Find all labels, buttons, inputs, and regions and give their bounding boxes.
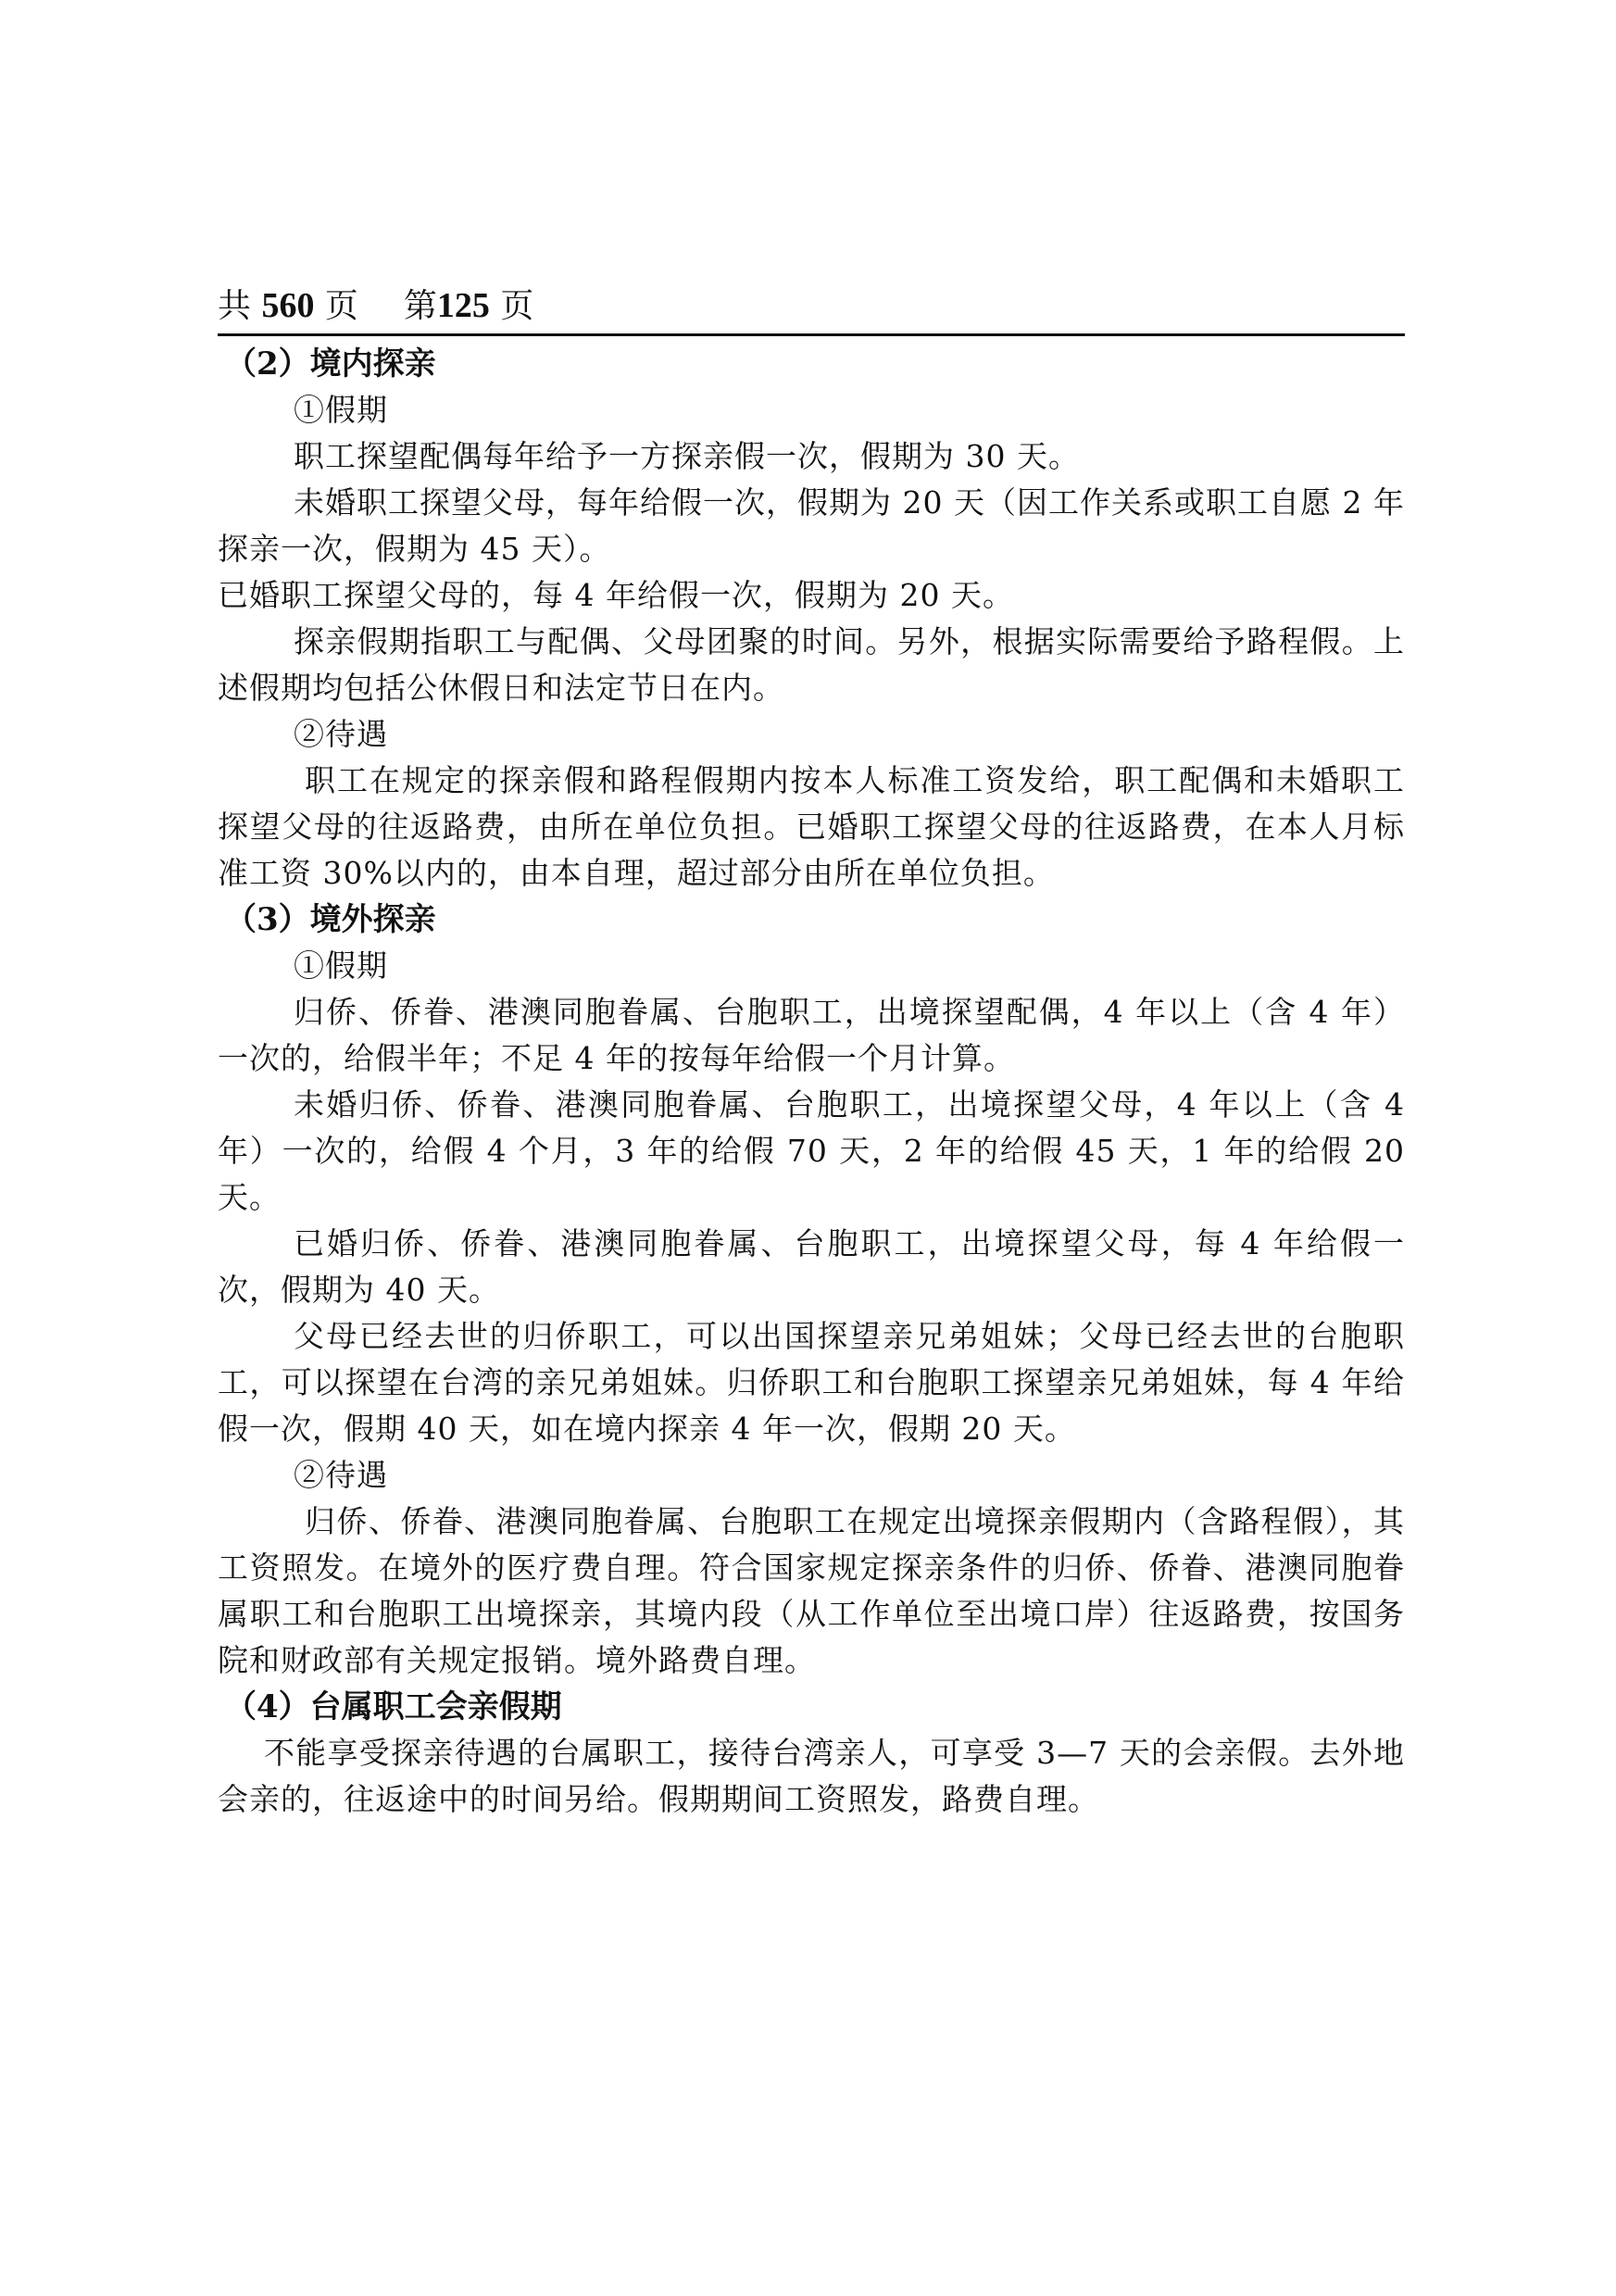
current-page-prefix: 第 xyxy=(403,287,437,325)
page-header xyxy=(218,278,1405,336)
paragraph: 不能享受探亲待遇的台属职工，接待台湾亲人，可享受 3—7 天的会亲假。去外地会亲的，往返途中的时间另给。假期期间工资照发，路费自理。 xyxy=(218,1735,1405,1817)
paragraph: 父母已经去世的归侨职工，可以出国探望亲兄弟姐妹；父母已经去世的台胞职工，可以探望在台湾的亲兄弟姐妹。归侨职工和台胞职工探望亲兄弟姐妹，每 4 年给假一次，假期 40 天，如在境内探亲 4 年一次，假期 20 天。 xyxy=(218,1318,1405,1447)
paragraph: 未婚职工探望父母，每年给假一次，假期为 20 天（因工作关系或职工自愿 2 年探亲一次，假期为 45 天）。 xyxy=(218,484,1405,567)
subheading-treatment: ②待遇 xyxy=(294,716,388,752)
paragraph: 归侨、侨眷、港澳同胞眷属、台胞职工在规定出境探亲假期内（含路程假），其工资照发。在境外的医疗费自理。符合国家规定探亲条件的归侨、侨眷、港澳同胞眷属职工和台胞职工出境探亲，其境内段（从工作单位至出境口岸）往返路费，按国务院和财政部有关规定报销。境外路费自理。 xyxy=(218,1503,1405,1678)
current-page-number: 125 xyxy=(436,286,490,325)
total-pages-suffix: 页 xyxy=(324,287,358,325)
paragraph: 职工探望配偶每年给予一方探亲假一次，假期为 30 天。 xyxy=(294,438,1080,474)
paragraph: 探亲假期指职工与配偶、父母团聚的时间。另外，根据实际需要给予路程假。上述假期均包括公休假日和法定节日在内。 xyxy=(218,623,1405,706)
subheading-leave: ①假期 xyxy=(294,947,388,984)
total-pages-prefix: 共 xyxy=(218,287,252,325)
paragraph: 归侨、侨眷、港澳同胞眷属、台胞职工，出境探望配偶，4 年以上（含 4 年）一次的，给假半年；不足 4 年的按每年给假一个月计算。 xyxy=(218,994,1405,1076)
subheading-treatment: ②待遇 xyxy=(294,1457,388,1493)
section-heading-overseas-visit: （3）境外探亲 xyxy=(225,901,436,938)
total-pages-number: 560 xyxy=(261,286,315,325)
paragraph: 已婚归侨、侨眷、港澳同胞眷属、台胞职工，出境探望父母，每 4 年给假一次，假期为 40 天。 xyxy=(218,1225,1405,1308)
subheading-leave: ①假期 xyxy=(294,392,388,428)
current-page-suffix: 页 xyxy=(500,287,534,325)
section-heading-domestic-visit: （2）境内探亲 xyxy=(225,345,436,383)
paragraph: 未婚归侨、侨眷、港澳同胞眷属、台胞职工，出境探望父母，4 年以上（含 4 年）一次的，给假 4 个月，3 年的给假 70 天，2 年的给假 45 天，1 年的给假 20 天。 xyxy=(218,1086,1405,1215)
section-heading-taiwan-family-leave: （4）台属职工会亲假期 xyxy=(225,1688,562,1725)
document-body xyxy=(218,341,1405,1823)
paragraph: 职工在规定的探亲假和路程假期内按本人标准工资发给，职工配偶和未婚职工探望父母的往返路费，由所在单位负担。已婚职工探望父母的往返路费，在本人月标准工资 30%以内的，由本自理，超过部分由所在单位负担。 xyxy=(218,762,1405,891)
paragraph: 已婚职工探望父母的，每 4 年给假一次，假期为 20 天。 xyxy=(218,577,1014,613)
